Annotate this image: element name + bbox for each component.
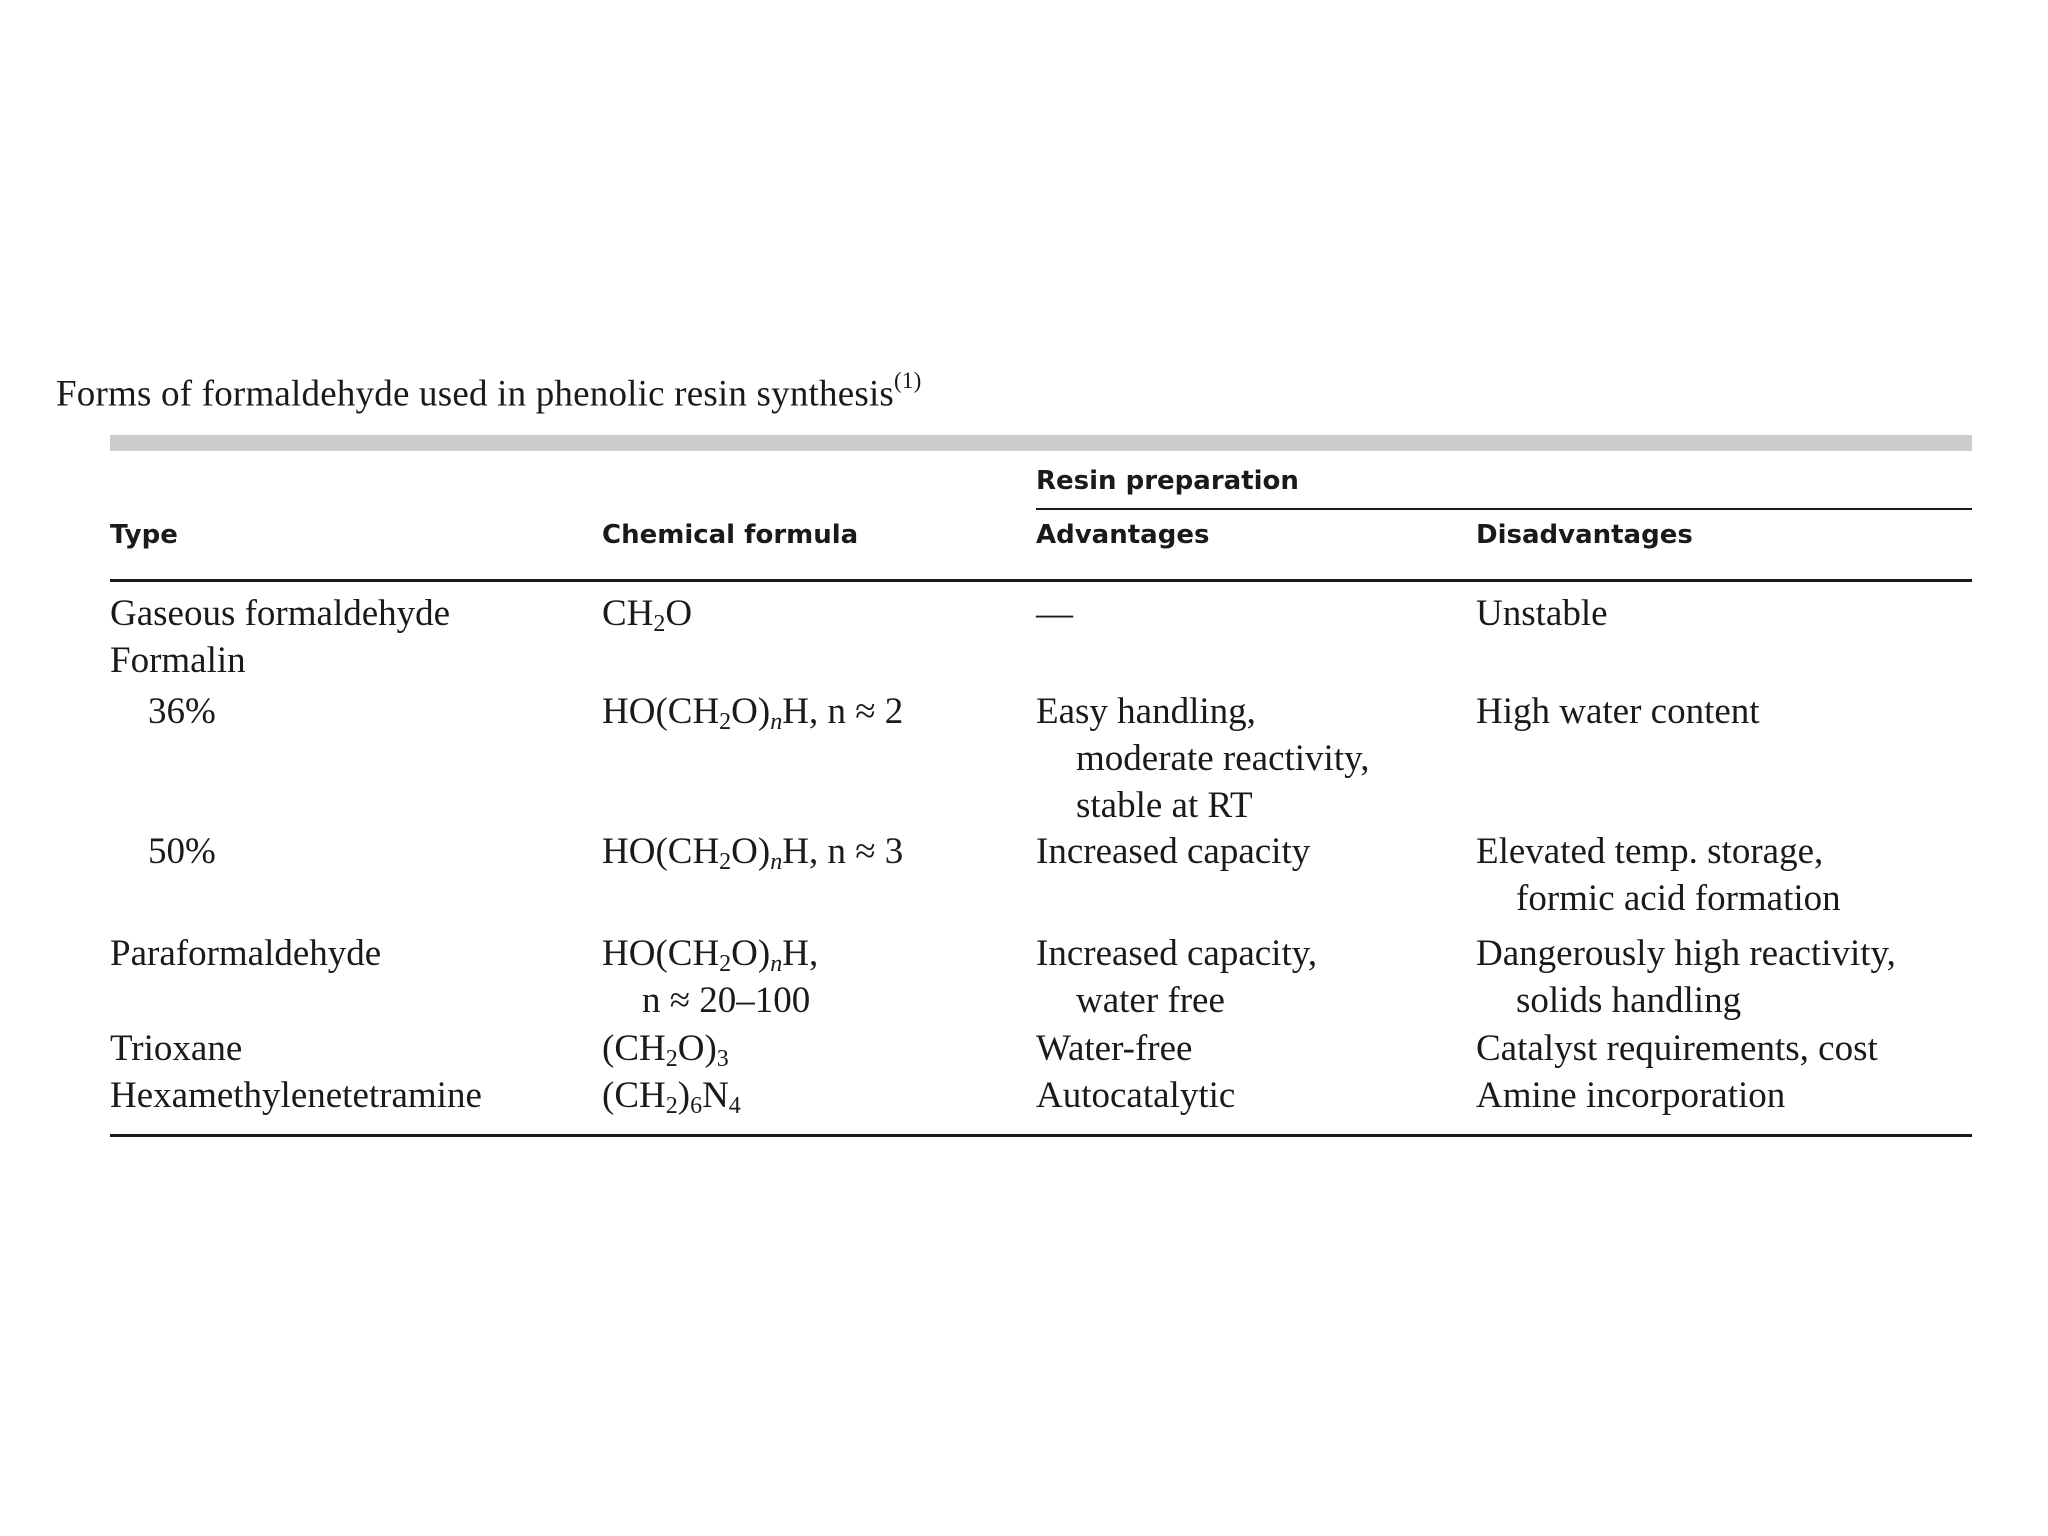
cell-type-formalin: Formalin bbox=[110, 640, 246, 681]
header-bottom-rule bbox=[110, 579, 1972, 582]
cell-type-hexamethylenetetramine: Hexamethylenetetramine bbox=[110, 1075, 482, 1116]
cell-dis-paraformaldehyde: Dangerously high reactivity, solids handling bbox=[1476, 933, 1896, 1021]
cell-dis-50: Elevated temp. storage, formic acid formation bbox=[1476, 831, 1841, 919]
cell-adv-36: Easy handling, moderate reactivity, stable at RT bbox=[1036, 691, 1370, 826]
cell-type-50: 50% bbox=[148, 831, 216, 872]
cell-adv-hexamethylenetetramine: Autocatalytic bbox=[1036, 1075, 1236, 1116]
cell-adv-50: Increased capacity bbox=[1036, 831, 1311, 872]
cell-type-paraformaldehyde: Paraformaldehyde bbox=[110, 933, 382, 974]
cell-formula-paraformaldehyde: $HO(CH_2O)_nH$, n ≈ 20–100 bbox=[602, 933, 819, 1021]
cell-formula-trioxane: $(CH_2O)_3$ bbox=[602, 1028, 729, 1072]
header-disadvantages: Disadvantages bbox=[1476, 520, 1693, 550]
cell-adv-paraformaldehyde: Increased capacity, water free bbox=[1036, 933, 1318, 1021]
header-type: Type bbox=[110, 520, 178, 550]
cell-adv-gaseous: — bbox=[1036, 593, 1073, 634]
table-caption bbox=[56, 368, 922, 415]
header-resin-preparation: Resin preparation bbox=[1036, 466, 1299, 496]
cell-formula-50: $HO(CH_2O)_nH$, n ≈ 3 bbox=[602, 831, 904, 875]
table-bottom-rule bbox=[110, 1134, 1972, 1137]
table-top-rule bbox=[110, 435, 1972, 451]
cell-dis-36: High water content bbox=[1476, 691, 1760, 732]
header-group-rule bbox=[1036, 508, 1972, 510]
header-advantages: Advantages bbox=[1036, 520, 1210, 550]
cell-dis-trioxane: Catalyst requirements, cost bbox=[1476, 1028, 1878, 1069]
cell-type-gaseous: Gaseous formaldehyde bbox=[110, 593, 451, 634]
cell-formula-gaseous: $CH_2O$ bbox=[602, 593, 693, 637]
cell-type-36: 36% bbox=[148, 691, 216, 732]
cell-formula-36: $HO(CH_2O)_nH$, n ≈ 2 bbox=[602, 691, 904, 735]
caption-footnote: (1) bbox=[894, 368, 922, 393]
cell-adv-trioxane: Water-free bbox=[1036, 1028, 1193, 1069]
cell-type-trioxane: Trioxane bbox=[110, 1028, 243, 1069]
cell-dis-hexamethylenetetramine: Amine incorporation bbox=[1476, 1075, 1786, 1116]
header-chemical-formula: Chemical formula bbox=[602, 520, 859, 550]
cell-formula-hexamethylenetetramine: $(CH_2)_6N_4$ bbox=[602, 1075, 741, 1119]
caption-text: Forms of formaldehyde used in phenolic resin synthesis bbox=[56, 373, 895, 415]
cell-dis-gaseous: Unstable bbox=[1476, 593, 1608, 634]
